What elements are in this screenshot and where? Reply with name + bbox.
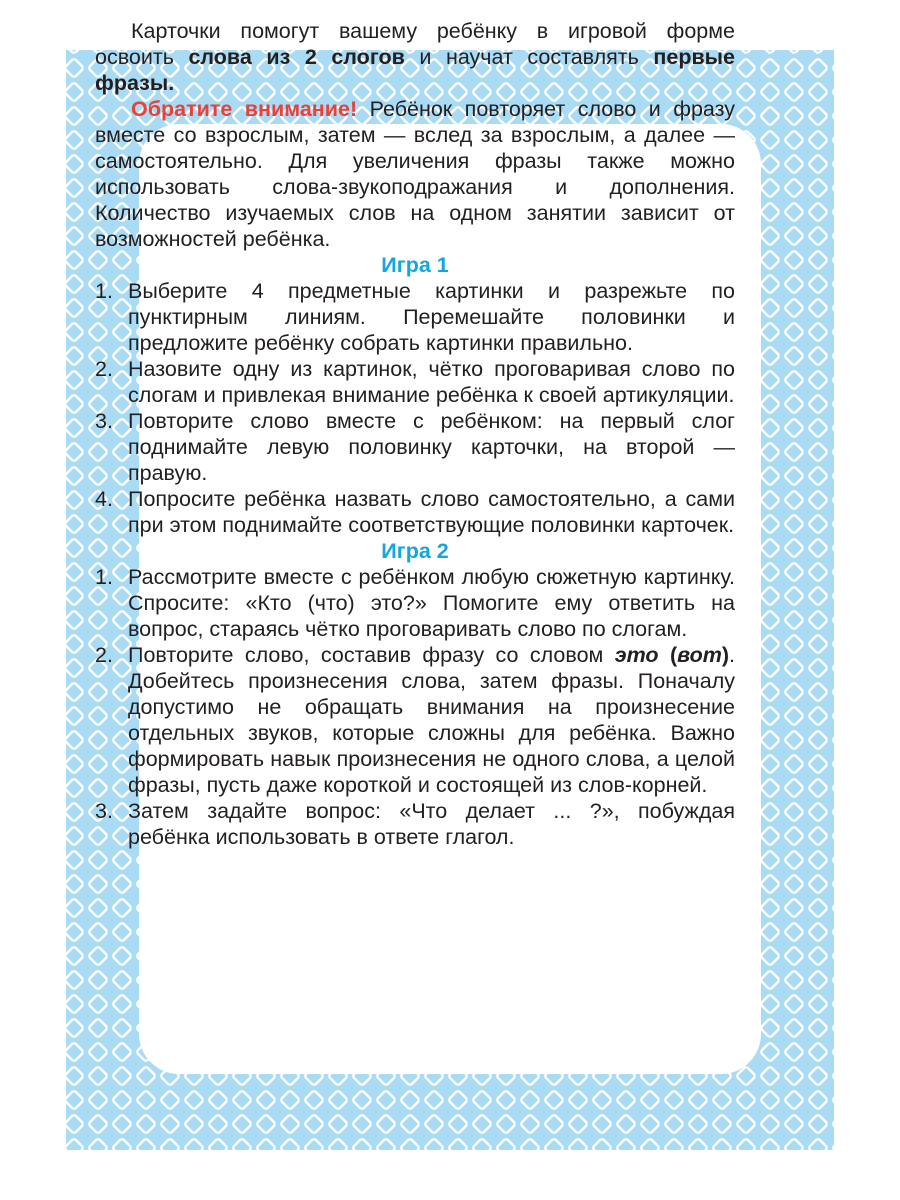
intro-paragraph: Карточки помогут вашему ребёнку в игровой форме освоить слова из 2 слогов и научат составлять первые фразы. bbox=[95, 19, 735, 95]
list-item: 1. Рассмотрите вместе с ребёнком любую сюжетную картинку. Спросите: «Кто (что) это?» Помогите ему ответить на вопрос, стараясь чётко проговаривать слово по слогам. bbox=[95, 565, 735, 641]
game2-title: Игра 2 bbox=[381, 539, 449, 563]
list-item: 2. Повторите слово, составив фразу со словом это (вот). Добейтесь произнесения слова, затем фразы. Поначалу допустимо не обращать внимания на произнесение отдельных звуков, которые сложны для ребёнка. Важно формировать навык произнесения не одного слова, а целой фразы, пусть даже короткой и состоящей из слов-корней. bbox=[95, 643, 735, 797]
note-label: Обратите внимание! bbox=[131, 97, 358, 121]
game2-list bbox=[95, 564, 735, 850]
list-item: 1. Выберите 4 предметные картинки и разрежьте по пунктирным линиям. Перемешайте половинки и предложите ребёнку собрать картинки правильно. bbox=[95, 279, 735, 355]
list-item: 3. Затем задайте вопрос: «Что делает ... ?», побуждая ребёнка использовать в ответе глагол. bbox=[95, 799, 735, 849]
instructions-text bbox=[95, 18, 735, 850]
game1-title: Игра 1 bbox=[381, 253, 449, 277]
list-item: 3. Повторите слово вместе с ребёнком: на первый слог поднимайте левую половинку карточки, на второй — правую. bbox=[95, 409, 735, 485]
game1-list bbox=[95, 278, 735, 538]
note-paragraph: Обратите внимание! Ребёнок повторяет слово и фразу вместе со взрослым, затем — вслед за взрослым, а далее — самостоятельно. Для увеличения фразы также можно использовать слова-звукоподражания и дополнения. Количество изучаемых слов на одном занятии зависит от возможностей ребёнка. bbox=[95, 97, 736, 251]
list-item: 2. Назовите одну из картинок, чётко проговаривая слово по слогам и привлекая внимание ребёнка к своей артикуляции. bbox=[95, 357, 735, 407]
list-item: 4. Попросите ребёнка назвать слово самостоятельно, а сами при этом поднимайте соответствующие половинки карточек. bbox=[95, 487, 735, 537]
